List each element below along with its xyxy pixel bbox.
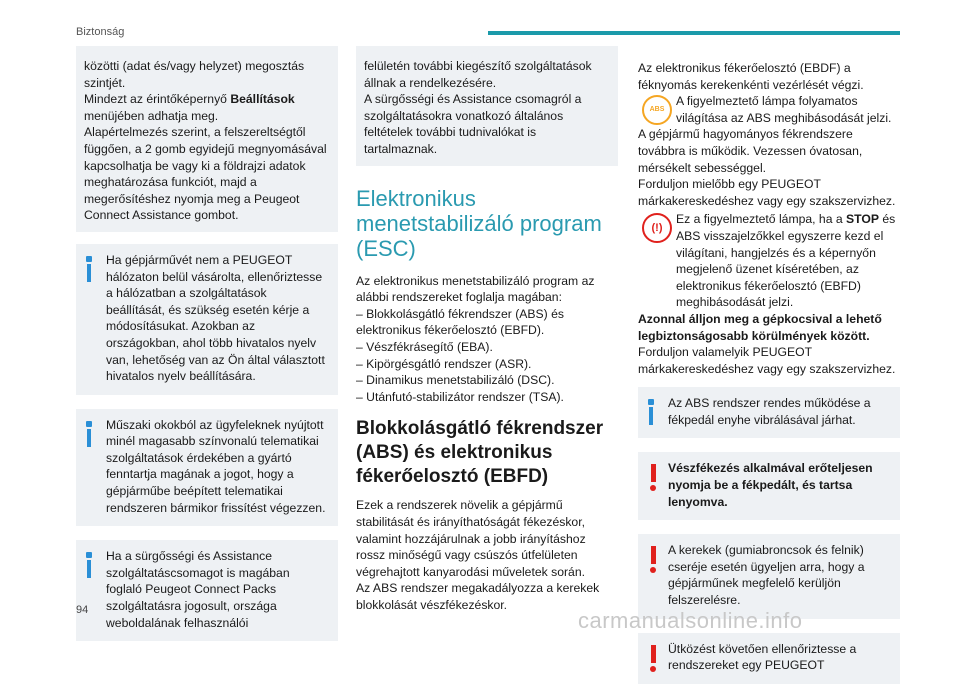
info-box-continued (356, 46, 618, 166)
abs-lamp-followup: Forduljon mielőbb egy PEUGEOT márkakereskedéshez vagy egy szakszervizhez. (638, 177, 896, 208)
warning-note-text: Ütközést követően ellenőriztesse a rendszereket egy PEUGEOT (668, 641, 857, 673)
tip-note-dealer (76, 244, 338, 395)
abs-warning-lamp-icon: ABS (642, 95, 672, 125)
ebfd-intro: Az elektronikus fékerőelosztó (EBDF) a féknyomás kerekenkénti vezérlését végzi. (638, 61, 864, 92)
info-text-1: közötti (adat és/vagy helyzet) megosztás szintjét. (84, 59, 305, 90)
page-number: 94 (76, 604, 89, 616)
brake-lamp-text: Ez a figyelmeztető lámpa, ha a STOP és ABS visszajelzőkkel egyszerre kezd el világítani, hangjelzés és a képernyőn megjelenő üzenet kíséretében, az elektronikus fékerőelosztó (EBFD) meghibásodását jelzi. (676, 212, 896, 310)
info-text-2: Mindezt az érintőképernyő Beállítások menüjében adhatja meg. (84, 92, 295, 123)
info-text-1: felületén további kiegészítő szolgáltatások állnak a rendelkezésére. (364, 59, 592, 90)
exclamation-warning-icon (650, 546, 658, 576)
tip-note-text: Ha a sürgősségi és Assistance szolgáltatáscsomagot is magában foglaló Peugeot Connect Packs szolgáltatásra jogosult, országa weboldalának felhasználói (106, 549, 290, 630)
stop-indicator-name: STOP (846, 212, 880, 227)
tip-note-text: Az ABS rendszer rendes működése a fékpedál enyhe vibrálásával járhat. (668, 396, 871, 427)
tip-note-abs-vibration (638, 387, 900, 438)
esc-intro: Az elektronikus menetstabilizáló program az alábbi rendszereket foglalja magában: (356, 273, 595, 305)
watermark: carmanualsonline.info (578, 608, 803, 633)
column-middle (356, 46, 618, 613)
warning-note-emergency-braking (638, 452, 900, 520)
abs-paragraph: Az ABS rendszer megakadályozza a kerekek blokkolását vészfékezéskor. (356, 581, 600, 612)
info-text-3: Alapértelmezés szerint, a felszereltségtől függően, a 2 gomb egyidejű megnyomásával kapcsolhatja be vagy ki a földrajzi adatok meghatározása funkciót, majd a megerősítéshez nyomja meg a Peugeot Connect Assistance gombot. (84, 125, 327, 223)
esc-list-item: – Utánfutó-stabilizátor rendszer (TSA). (356, 389, 564, 404)
header-accent-bar (488, 31, 900, 35)
tip-note-connect-packs (76, 540, 338, 641)
contact-dealer-text: Forduljon valamelyik PEUGEOT márkakereskedéshez vagy egy szakszervizhez. (638, 345, 896, 376)
column-right (638, 60, 900, 698)
brake-warning-lamp-icon: (!) (642, 213, 672, 243)
info-tip-icon (86, 421, 92, 447)
warning-note-collision (638, 633, 900, 684)
tip-note-updates (76, 409, 338, 527)
esc-list-item: – Dinamikus menetstabilizáló (DSC). (356, 373, 555, 388)
info-box-continued (76, 46, 338, 232)
brake-lamp-row (638, 211, 900, 311)
section-header: Biztonság (76, 26, 125, 38)
info-text-2: A sürgősségi és Assistance csomagról a szolgáltatásokra vonatkozó általános feltételek további tudnivalókat is tartalmaznak. (364, 92, 582, 156)
abs-section-title: Blokkolásgátló fékrendszer (ABS) és elektronikus fékerőelosztó (EBFD) (356, 418, 604, 488)
tip-note-text: Műszaki okokból az ügyfeleknek nyújtott minél magasabb színvonalú telematikai szolgáltatások érdekében a gyártó fenntartja magának a jogot, hogy a gépjárműbe beépített telematikai rendszeren bármikor frissítést végezzen. (106, 417, 326, 515)
warning-note-text: Vészfékezés alkalmával erőteljesen nyomja be a fékpedált, és tartsa lenyomva. (668, 461, 873, 509)
abs-paragraph: Ezek a rendszerek növelik a gépjármű stabilitását és irányíthatóságát fékezéskor, valamint hozzájárulnak a jobb irányításhoz rossz minőségű vagy csúszós útfelületen végrehajtott kanyarodási műveletek során. (356, 498, 586, 579)
esc-section-title: Elektronikus menetstabilizáló program (ESC) (356, 185, 602, 261)
tip-note-text: Ha gépjárművét nem a PEUGEOT hálózaton belül vásárolta, ellenőriztesse a hálózatban a szolgáltatások beállítását, és szükség esetén kérje a módosításukat. Azokban az országokban, ahol több hivatalos nyelv van, lehetőség van az Ön által választott hivatalos nyelv beállítására. (106, 252, 325, 384)
abs-lamp-text: A figyelmeztető lámpa folyamatos világítása az ABS meghibásodását jelzi. (676, 94, 892, 125)
stop-immediately-warning: Azonnal álljon meg a gépkocsival a lehető legbiztonságosabb körülmények között. (638, 311, 882, 343)
column-left (76, 46, 338, 655)
abs-lamp-row (638, 93, 900, 126)
settings-menu-name: Beállítások (230, 92, 295, 107)
warning-note-wheels (638, 534, 900, 618)
abs-lamp-followup: A gépjármű hagyományos fékrendszere továbbra is működik. Vezessen óvatosan, mérsékelt sebességgel. (638, 127, 863, 175)
esc-list-item: – Blokkolásgátló fékrendszer (ABS) és elektronikus fékerőelosztó (EBFD). (356, 306, 564, 338)
esc-list-item: – Kipörgésgátló rendszer (ASR). (356, 356, 532, 371)
exclamation-warning-icon (650, 464, 658, 494)
esc-list-item: – Vészfékrásegítő (EBA). (356, 339, 493, 354)
exclamation-warning-icon (650, 645, 658, 675)
info-tip-icon (648, 399, 654, 425)
info-tip-icon (86, 552, 92, 578)
info-tip-icon (86, 256, 92, 282)
warning-note-text: A kerekek (gumiabroncsok és felnik) cseréje esetén ügyeljen arra, hogy a gépjárműnek megfelelő kerüljön felszerelésre. (668, 543, 865, 608)
